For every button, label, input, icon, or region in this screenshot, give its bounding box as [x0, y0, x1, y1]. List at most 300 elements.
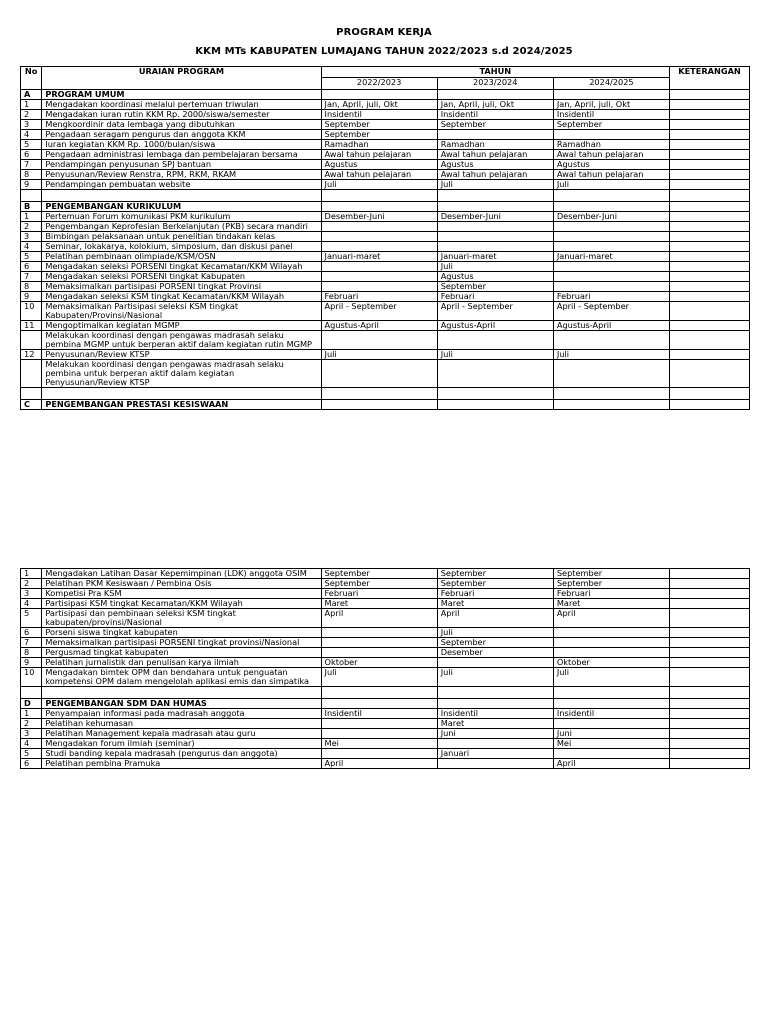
year-2023-cell	[437, 222, 553, 232]
program-text: Penyusunan/Review KTSP	[42, 350, 321, 360]
header-year-2: 2023/2024	[437, 78, 553, 90]
year-2024-cell	[553, 400, 669, 410]
table-row	[21, 709, 750, 719]
program-text: Pelatihan pembina Pramuka	[42, 759, 321, 769]
table-row	[21, 282, 750, 292]
row-number: 4	[21, 599, 42, 609]
year-2022-cell: Insidentil	[321, 110, 437, 120]
program-text	[42, 687, 321, 699]
program-text: PROGRAM UMUM	[42, 90, 321, 100]
row-number: 3	[21, 232, 42, 242]
section-row	[21, 699, 750, 709]
year-2024-cell	[553, 130, 669, 140]
year-2023-cell: Awal tahun pelajaran	[437, 150, 553, 160]
row-number	[21, 687, 42, 699]
keterangan-cell	[670, 130, 750, 140]
year-2023-cell	[437, 202, 553, 212]
row-number: 9	[21, 180, 42, 190]
year-2023-cell	[437, 400, 553, 410]
keterangan-cell	[670, 628, 750, 638]
keterangan-cell	[670, 180, 750, 190]
row-number: 2	[21, 110, 42, 120]
table-row	[21, 252, 750, 262]
table-row	[21, 160, 750, 170]
year-2023-cell: September	[437, 120, 553, 130]
year-2023-cell	[437, 232, 553, 242]
year-2022-cell: Maret	[321, 599, 437, 609]
row-number: C	[21, 400, 42, 410]
program-text: Penyampaian informasi pada madrasah anggota	[42, 709, 321, 719]
year-2024-cell: Juli	[553, 350, 669, 360]
table-row	[21, 262, 750, 272]
program-text: Mengoptimalkan kegiatan MGMP	[42, 321, 321, 331]
year-2022-cell	[321, 648, 437, 658]
keterangan-cell	[670, 589, 750, 599]
year-2024-cell	[553, 638, 669, 648]
year-2024-cell: Awal tahun pelajaran	[553, 150, 669, 160]
row-number: 1	[21, 569, 42, 579]
program-text: Kompetisi Pra KSM	[42, 589, 321, 599]
row-number: 1	[21, 709, 42, 719]
program-text: Seminar, lokakarya, kolokium, simposium, dan diskusi panel	[42, 242, 321, 252]
keterangan-cell	[670, 699, 750, 709]
year-2024-cell: Ramadhan	[553, 140, 669, 150]
program-text: Mengadakan Latihan Dasar Kepemimpinan (LDK) anggota OSIM	[42, 569, 321, 579]
keterangan-cell	[670, 242, 750, 252]
keterangan-cell	[670, 668, 750, 687]
year-2023-cell: Ramadhan	[437, 140, 553, 150]
year-2024-cell: September	[553, 579, 669, 589]
keterangan-cell	[670, 719, 750, 729]
keterangan-cell	[670, 190, 750, 202]
row-number: B	[21, 202, 42, 212]
row-number: 8	[21, 282, 42, 292]
year-2023-cell: Juli	[437, 628, 553, 638]
year-2022-cell	[321, 222, 437, 232]
year-2023-cell: Juli	[437, 180, 553, 190]
row-number: 7	[21, 638, 42, 648]
year-2023-cell	[437, 687, 553, 699]
keterangan-cell	[670, 388, 750, 400]
row-number: 8	[21, 648, 42, 658]
table-row	[21, 180, 750, 190]
year-2022-cell	[321, 400, 437, 410]
program-text	[42, 190, 321, 202]
row-number: 10	[21, 668, 42, 687]
row-number: 2	[21, 579, 42, 589]
program-text: Porseni siswa tingkat kabupaten	[42, 628, 321, 638]
keterangan-cell	[670, 150, 750, 160]
year-2022-cell: Juli	[321, 668, 437, 687]
table-row	[21, 170, 750, 180]
program-text: Mengadakan seleksi KSM tingkat Kecamatan/KKM Wilayah	[42, 292, 321, 302]
year-2022-cell	[321, 687, 437, 699]
row-number	[21, 388, 42, 400]
year-2024-cell	[553, 202, 669, 212]
year-2023-cell: April - September	[437, 302, 553, 321]
row-number: 2	[21, 222, 42, 232]
year-2024-cell	[553, 242, 669, 252]
row-number: 3	[21, 729, 42, 739]
year-2024-cell: September	[553, 569, 669, 579]
header-year-3: 2024/2025	[553, 78, 669, 90]
program-text: Bimbingan pelaksanaan untuk penelitian tindakan kelas	[42, 232, 321, 242]
table-row	[21, 648, 750, 658]
program-text: Pertemuan Forum komunikasi PKM kurikulum	[42, 212, 321, 222]
program-text: Iuran kegiatan KKM Rp. 1000/bulan/siswa	[42, 140, 321, 150]
row-number: 5	[21, 609, 42, 628]
year-2024-cell: Juli	[553, 668, 669, 687]
year-2022-cell	[321, 202, 437, 212]
year-2023-cell	[437, 658, 553, 668]
program-text	[42, 388, 321, 400]
year-2024-cell	[553, 628, 669, 638]
year-2022-cell	[321, 749, 437, 759]
program-text: Pengadaan seragam pengurus dan anggota KKM	[42, 130, 321, 140]
table-row	[21, 609, 750, 628]
table-row	[21, 628, 750, 638]
year-2024-cell: Mei	[553, 739, 669, 749]
table-row	[21, 759, 750, 769]
keterangan-cell	[670, 360, 750, 388]
year-2023-cell	[437, 699, 553, 709]
year-2024-cell: Maret	[553, 599, 669, 609]
program-text: PENGEMBANGAN KURIKULUM	[42, 202, 321, 212]
table-row	[21, 360, 750, 388]
keterangan-cell	[670, 648, 750, 658]
row-number: 4	[21, 242, 42, 252]
row-number: 6	[21, 759, 42, 769]
year-2023-cell: Maret	[437, 599, 553, 609]
year-2022-cell: Agustus	[321, 160, 437, 170]
year-2022-cell: September	[321, 130, 437, 140]
year-2022-cell	[321, 331, 437, 350]
year-2024-cell: Oktober	[553, 658, 669, 668]
year-2022-cell	[321, 190, 437, 202]
row-number: 4	[21, 739, 42, 749]
year-2024-cell	[553, 272, 669, 282]
table-row	[21, 212, 750, 222]
keterangan-cell	[670, 212, 750, 222]
program-text: Mengadakan koordinasi melalui pertemuan triwulan	[42, 100, 321, 110]
year-2023-cell: September	[437, 569, 553, 579]
year-2023-cell: Jan, April, juli, Okt	[437, 100, 553, 110]
year-2022-cell: Jan, April, juli, Okt	[321, 100, 437, 110]
keterangan-cell	[670, 739, 750, 749]
year-2024-cell	[553, 331, 669, 350]
keterangan-cell	[670, 262, 750, 272]
keterangan-cell	[670, 232, 750, 242]
keterangan-cell	[670, 100, 750, 110]
year-2022-cell: Agustus-April	[321, 321, 437, 331]
year-2023-cell: September	[437, 579, 553, 589]
program-text: Studi banding kepala madrasah (pengurus dan anggota)	[42, 749, 321, 759]
row-number: 8	[21, 170, 42, 180]
year-2023-cell: Januari	[437, 749, 553, 759]
table-row	[21, 658, 750, 668]
year-2022-cell	[321, 388, 437, 400]
header-no: No	[21, 67, 42, 90]
year-2024-cell: April	[553, 759, 669, 769]
year-2022-cell: Januari-maret	[321, 252, 437, 262]
year-2024-cell	[553, 282, 669, 292]
keterangan-cell	[670, 759, 750, 769]
table-row	[21, 589, 750, 599]
year-2024-cell: Jan, April, juli, Okt	[553, 100, 669, 110]
year-2022-cell: Februari	[321, 292, 437, 302]
year-2024-cell	[553, 687, 669, 699]
keterangan-cell	[670, 709, 750, 719]
year-2024-cell	[553, 388, 669, 400]
table-row	[21, 321, 750, 331]
year-2022-cell	[321, 729, 437, 739]
year-2023-cell	[437, 739, 553, 749]
table-row	[21, 150, 750, 160]
blank-row	[21, 388, 750, 400]
year-2023-cell	[437, 242, 553, 252]
keterangan-cell	[670, 400, 750, 410]
keterangan-cell	[670, 202, 750, 212]
document-title: PROGRAM KERJA	[336, 27, 432, 38]
year-2023-cell	[437, 331, 553, 350]
row-number	[21, 331, 42, 350]
year-2022-cell	[321, 638, 437, 648]
year-2022-cell: Ramadhan	[321, 140, 437, 150]
year-2024-cell: Agustus-April	[553, 321, 669, 331]
row-number: 1	[21, 212, 42, 222]
year-2022-cell: April	[321, 609, 437, 628]
year-2023-cell: April	[437, 609, 553, 628]
year-2022-cell: Desember-Juni	[321, 212, 437, 222]
row-number: 12	[21, 350, 42, 360]
row-number: 1	[21, 100, 42, 110]
table-row	[21, 350, 750, 360]
year-2022-cell: September	[321, 120, 437, 130]
program-text: Partisipasi dan pembinaan seleksi KSM tingkat kabupaten/provinsi/Nasional	[42, 609, 321, 628]
year-2023-cell: September	[437, 282, 553, 292]
year-2024-cell	[553, 719, 669, 729]
keterangan-cell	[670, 638, 750, 648]
year-2022-cell	[321, 282, 437, 292]
year-2023-cell: Agustus-April	[437, 321, 553, 331]
year-2024-cell	[553, 360, 669, 388]
keterangan-cell	[670, 170, 750, 180]
year-2022-cell: Awal tahun pelajaran	[321, 150, 437, 160]
table-row	[21, 599, 750, 609]
year-2024-cell: Insidentil	[553, 709, 669, 719]
year-2022-cell: Juli	[321, 350, 437, 360]
keterangan-cell	[670, 252, 750, 262]
table-row	[21, 719, 750, 729]
program-text: Melakukan koordinasi dengan pengawas madrasah selaku pembina untuk berperan aktif dalam kegiatan Penyusunan/Review KTSP	[42, 360, 321, 388]
keterangan-cell	[670, 609, 750, 628]
year-2023-cell	[437, 190, 553, 202]
row-number: A	[21, 90, 42, 100]
row-number: 7	[21, 160, 42, 170]
table-row	[21, 100, 750, 110]
program-text: Pengadaan administrasi lembaga dan pembelajaran bersama	[42, 150, 321, 160]
year-2022-cell: Oktober	[321, 658, 437, 668]
year-2023-cell: Februari	[437, 589, 553, 599]
year-2024-cell: Januari-maret	[553, 252, 669, 262]
program-text: Mengadakan iuran rutin KKM Rp. 2000/siswa/semester	[42, 110, 321, 120]
year-2023-cell: Desember-Juni	[437, 212, 553, 222]
program-text: Pergusmad tingkat kabupaten	[42, 648, 321, 658]
keterangan-cell	[670, 110, 750, 120]
program-table-part-1	[20, 66, 750, 410]
year-2024-cell: April - September	[553, 302, 669, 321]
row-number: 5	[21, 140, 42, 150]
keterangan-cell	[670, 140, 750, 150]
keterangan-cell	[670, 569, 750, 579]
year-2024-cell: Februari	[553, 589, 669, 599]
row-number: 11	[21, 321, 42, 331]
header-year-1: 2022/2023	[321, 78, 437, 90]
year-2024-cell	[553, 90, 669, 100]
year-2022-cell: Mei	[321, 739, 437, 749]
program-text: Pelatihan Management kepala madrasah atau guru	[42, 729, 321, 739]
program-text: Partisipasi KSM tingkat Kecamatan/KKM Wilayah	[42, 599, 321, 609]
year-2024-cell: Insidentil	[553, 110, 669, 120]
year-2022-cell: April	[321, 759, 437, 769]
program-text: Memaksimalkan partisipasi PORSENI tingkat Provinsi	[42, 282, 321, 292]
year-2023-cell: Insidentil	[437, 110, 553, 120]
year-2023-cell: Juli	[437, 350, 553, 360]
program-text: PENGEMBANGAN PRESTASI KESISWAAN	[42, 400, 321, 410]
keterangan-cell	[670, 687, 750, 699]
year-2023-cell	[437, 90, 553, 100]
year-2023-cell: Juni	[437, 729, 553, 739]
table-row	[21, 140, 750, 150]
year-2023-cell	[437, 130, 553, 140]
row-number: 4	[21, 130, 42, 140]
table-row	[21, 638, 750, 648]
row-number: 5	[21, 252, 42, 262]
row-number: 6	[21, 628, 42, 638]
table-row	[21, 331, 750, 350]
keterangan-cell	[670, 749, 750, 759]
document-subtitle: KKM MTs KABUPATEN LUMAJANG TAHUN 2022/2023 s.d 2024/2025	[195, 46, 573, 57]
keterangan-cell	[670, 302, 750, 321]
table-row	[21, 242, 750, 252]
table-row	[21, 579, 750, 589]
keterangan-cell	[670, 350, 750, 360]
keterangan-cell	[670, 321, 750, 331]
row-number: 5	[21, 749, 42, 759]
program-text: Melakukan koordinasi dengan pengawas madrasah selaku pembina MGMP untuk berperan aktif dalam kegiatan rutin MGMP	[42, 331, 321, 350]
program-text: Mengadakan forum ilmiah (seminar)	[42, 739, 321, 749]
year-2023-cell	[437, 388, 553, 400]
year-2022-cell: Februari	[321, 589, 437, 599]
blank-row	[21, 190, 750, 202]
row-number: 6	[21, 262, 42, 272]
year-2022-cell	[321, 232, 437, 242]
program-text: Pendampingan pembuatan website	[42, 180, 321, 190]
program-text: Memaksimalkan Partisipasi seleksi KSM tingkat Kabupaten/Provinsi/Nasional	[42, 302, 321, 321]
blank-row	[21, 687, 750, 699]
program-text: Pengembangan Keprofesian Berkelanjutan (PKB) secara mandiri	[42, 222, 321, 232]
section-row	[21, 202, 750, 212]
program-text: Pendampingan penyusunan SPJ bantuan	[42, 160, 321, 170]
year-2023-cell: Desember	[437, 648, 553, 658]
table-row	[21, 292, 750, 302]
year-2024-cell	[553, 190, 669, 202]
table-row	[21, 120, 750, 130]
keterangan-cell	[670, 599, 750, 609]
keterangan-cell	[670, 282, 750, 292]
table-row	[21, 222, 750, 232]
table-row	[21, 668, 750, 687]
keterangan-cell	[670, 120, 750, 130]
table-row	[21, 569, 750, 579]
table-row	[21, 272, 750, 282]
keterangan-cell	[670, 222, 750, 232]
row-number: 3	[21, 589, 42, 599]
year-2023-cell: Insidentil	[437, 709, 553, 719]
row-number: 2	[21, 719, 42, 729]
program-text: Pelatihan jurnalistik dan penulisan karya ilmiah	[42, 658, 321, 668]
year-2022-cell: September	[321, 579, 437, 589]
year-2024-cell: Juni	[553, 729, 669, 739]
year-2022-cell	[321, 360, 437, 388]
year-2023-cell: September	[437, 638, 553, 648]
keterangan-cell	[670, 272, 750, 282]
program-text: Memaksimalkan partisipasi PORSENI tingkat provinsi/Nasional	[42, 638, 321, 648]
year-2022-cell	[321, 90, 437, 100]
year-2022-cell	[321, 272, 437, 282]
table-row	[21, 232, 750, 242]
row-number: 6	[21, 150, 42, 160]
row-number	[21, 190, 42, 202]
table-row	[21, 130, 750, 140]
year-2023-cell	[437, 759, 553, 769]
year-2024-cell: Agustus	[553, 160, 669, 170]
keterangan-cell	[670, 729, 750, 739]
year-2023-cell: Juli	[437, 668, 553, 687]
year-2024-cell: Februari	[553, 292, 669, 302]
header-keterangan: KETERANGAN	[670, 67, 750, 90]
year-2023-cell: Awal tahun pelajaran	[437, 170, 553, 180]
program-text: PENGEMBANGAN SDM DAN HUMAS	[42, 699, 321, 709]
year-2022-cell: September	[321, 569, 437, 579]
program-text: Pelatihan PKM Kesiswaan / Pembina Osis	[42, 579, 321, 589]
year-2024-cell	[553, 749, 669, 759]
table-row	[21, 749, 750, 759]
program-table-part-2	[20, 568, 750, 769]
year-2023-cell: Maret	[437, 719, 553, 729]
year-2022-cell: April - September	[321, 302, 437, 321]
year-2023-cell: Juli	[437, 262, 553, 272]
keterangan-cell	[670, 331, 750, 350]
year-2023-cell	[437, 360, 553, 388]
year-2022-cell: Juli	[321, 180, 437, 190]
table-row	[21, 110, 750, 120]
year-2024-cell: September	[553, 120, 669, 130]
year-2023-cell: Februari	[437, 292, 553, 302]
row-number: D	[21, 699, 42, 709]
header-tahun: TAHUN	[321, 67, 669, 78]
row-number: 9	[21, 658, 42, 668]
year-2022-cell	[321, 242, 437, 252]
section-row	[21, 90, 750, 100]
year-2022-cell: Insidentil	[321, 709, 437, 719]
header-uraian: URAIAN PROGRAM	[42, 67, 321, 90]
program-text: Pelatihan pembinaan olimpiade/KSM/OSN	[42, 252, 321, 262]
year-2023-cell: Januari-maret	[437, 252, 553, 262]
year-2023-cell: Agustus	[437, 160, 553, 170]
row-number: 7	[21, 272, 42, 282]
year-2024-cell	[553, 648, 669, 658]
